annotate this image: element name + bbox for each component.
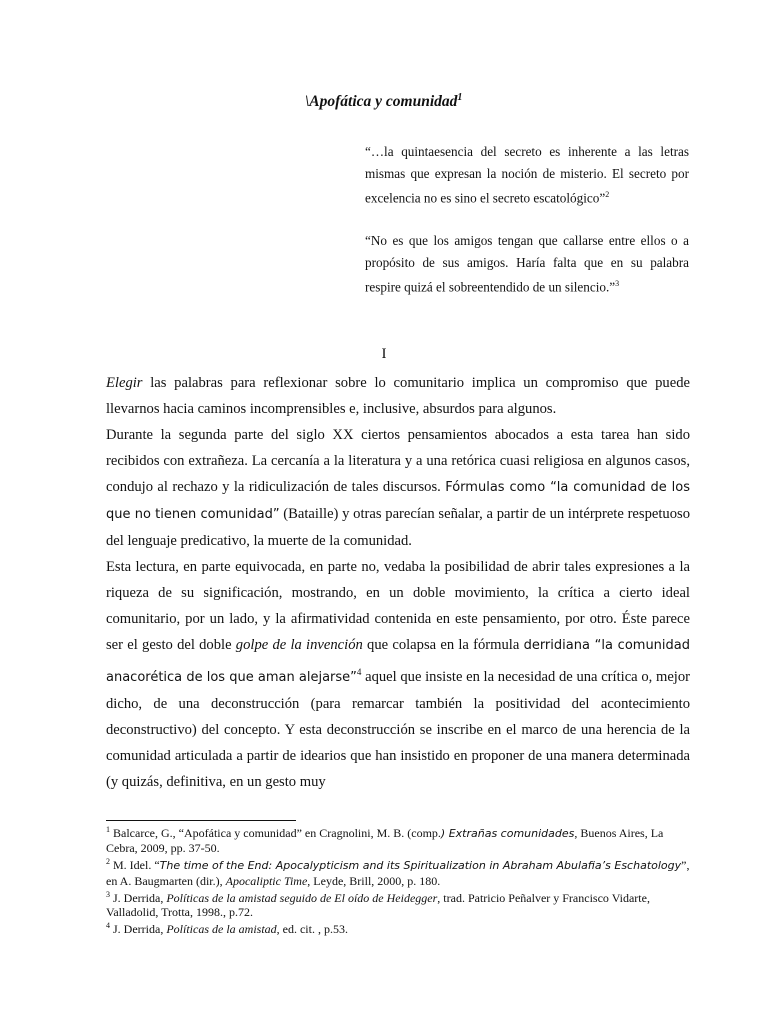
footnote-1-mark: 1: [106, 825, 110, 834]
footnote-2-italic-2: Apocaliptic Time: [225, 873, 308, 888]
footnote-3-text-a: J. Derrida,: [110, 890, 167, 905]
paragraph-1-text: las palabras para reflexionar sobre lo comunitario implica un compromiso que puede llevarnos hacia caminos incomprensibles e, inclusive, absurdos para algunos.: [106, 375, 690, 417]
paragraph-3-text-d: aquel que insiste en la necesidad de una crítica o, mejor dicho, de una deconstrucción (para remarcar también la positividad del acontecimiento deconstructivo) del concepto. Y esta deconstrucción se inscribe en el marco de una herencia de la comunidad articulada a partir de idearios que han insistido en proponer de una manera determinada (y quizás, definitiva, en un gesto muy: [106, 668, 691, 790]
epigraph-2-text: “No es que los amigos tengan que callarse entre ellos o a propósito de sus amigos. Haría falta que en su palabra respire quizá el sobreentendido de un silencio.”: [365, 233, 689, 295]
paragraph-3: [106, 554, 690, 795]
footnote-3-mark: 3: [106, 889, 110, 899]
footnote-3-italic: Políticas de la amistad seguido de El oído de Heidegger: [166, 890, 438, 905]
paragraph-1-italic: Elegir: [106, 375, 143, 391]
footnote-1: [106, 823, 690, 855]
footnote-2-mark: 2: [106, 857, 110, 867]
footnote-2-italic: The time of the End: Apocalypticism and its Spiritualization in Abraham Abulafia’s Eschatology: [159, 859, 682, 873]
footnote-1-italic: ) Extrañas comunidades: [440, 827, 575, 840]
footnote-3: [106, 888, 690, 919]
paragraph-3-quote: derridiana “la comunidad anacorética de los que aman alejarse”: [106, 638, 690, 685]
footnote-4-mark: 4: [106, 921, 110, 931]
paragraph-2-text-c: (Bataille) y otras parecían señalar, a partir de un intérprete respetuoso del lenguaje predicativo, la muerte de la comunidad.: [106, 506, 690, 549]
footnote-2-text-c: , Leyde, Brill, 2000, p. 180.: [307, 873, 441, 888]
section-number: I: [381, 346, 387, 362]
document-title: [305, 92, 462, 111]
paragraph-2: [106, 422, 690, 554]
footnote-4-italic: Políticas de la amistad: [166, 922, 277, 937]
title-text: \Apofática y comunidad: [305, 93, 458, 111]
footnote-4-text-b: , ed. cit. , p.53.: [276, 922, 348, 937]
footnote-1-text-a: Balcarce, G., “Apofática y comunidad” en Cragnolini, M. B. (comp.: [110, 826, 441, 840]
paragraph-3-italic: golpe de la invención: [235, 637, 363, 653]
paragraph-2-quote: Fórmulas como “la comunidad de los que no tienen comunidad”: [106, 480, 691, 522]
footnote-4: [106, 919, 690, 936]
footnote-divider: [106, 820, 296, 821]
footnotes: [106, 823, 690, 936]
footnote-4-text-a: J. Derrida,: [110, 922, 167, 937]
footnote-2-text-b: ”, en A. Baugmarten (dir.),: [106, 858, 690, 888]
epigraph-2: [365, 230, 689, 298]
footnote-2-text-a: M. Idel. “: [110, 858, 160, 873]
footnote-1-text-b: , Buenos Aires, La Cebra, 2009, pp. 37-50.: [106, 826, 664, 856]
epigraph-2-footnote-mark: 3: [615, 279, 620, 288]
footnote-3-text-b: , trad. Patricio Peñalver y Francisco Vidarte, Valladolid, Trotta, 1998., p.72.: [106, 890, 650, 920]
title-footnote-mark: 1: [457, 92, 463, 103]
body-text: [106, 370, 690, 795]
paragraph-3-text-a: Esta lectura, en parte equivocada, en parte no, vedaba la posibilidad de abrir tales expresiones a la riqueza de su significación, mostrando, en un doble movimiento, la crítica a cierto ideal comunitario, por un lado, y la afirmatividad contenida en este pensamiento, por otro. Éste parece ser el gesto del doble: [106, 559, 690, 653]
epigraph-1-footnote-mark: 2: [605, 190, 610, 199]
paragraph-2-text-a: Durante la segunda parte del siglo XX ciertos pensamientos abocados a esta tarea han sido recibidos con extrañeza. La cercanía a la literatura y a una retórica cuasi religiosa en algunos casos, condujo al rechazo y la ridiculización de tales discursos.: [106, 427, 690, 495]
footnote-2: [106, 855, 690, 887]
epigraph-1: [365, 141, 689, 209]
paragraph-3-text-b: que colapsa en la fórmula: [362, 637, 524, 653]
paragraph-3-footnote-mark: 4: [356, 667, 362, 677]
paragraph-1: [106, 370, 690, 422]
epigraph-1-text: “…la quintaesencia del secreto es inherente a las letras mismas que expresan la noción de misterio. El secreto por excelencia no es sino el secreto escatológico”: [365, 144, 689, 206]
